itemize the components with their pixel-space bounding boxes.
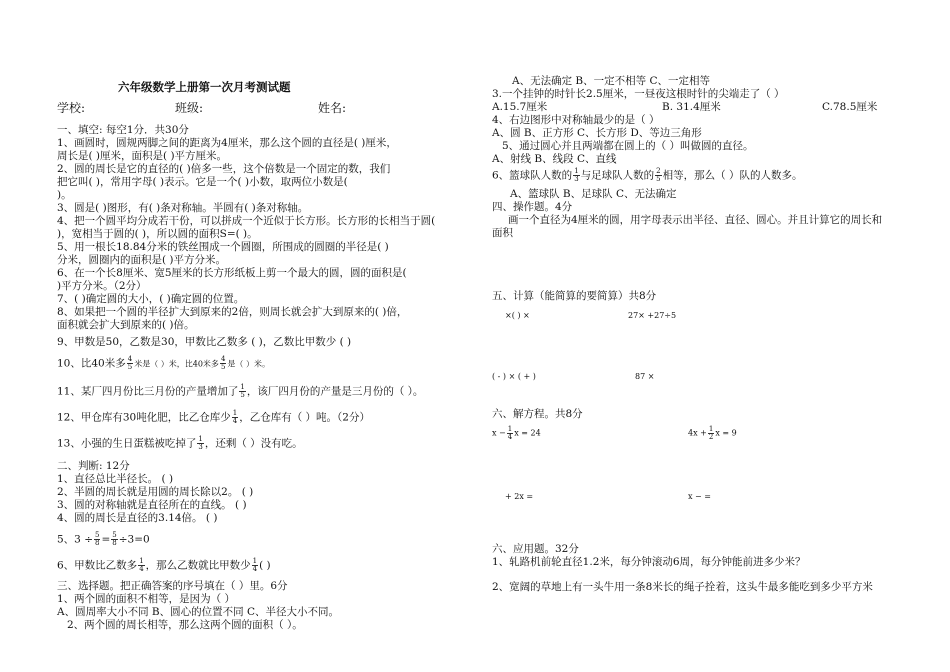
j5-fraction-2 xyxy=(111,532,117,547)
section-fill-blank-heading: 一、填空: 每空1分．共30分 xyxy=(57,124,189,136)
j6-fraction-2 xyxy=(252,558,258,573)
j5-text-mid: = xyxy=(101,533,111,546)
c6-frac1-num: 1 xyxy=(574,167,579,175)
question-1a: 1、画圆时，圆规两脚之间的距离为4厘米，那么这个圆的直径是( )厘米， xyxy=(57,137,397,149)
name-label: 姓名: xyxy=(318,101,347,115)
exam-title: 六年级数学上册第一次月考测试题 xyxy=(118,80,291,94)
question-2a: 2、圆的周长是它的直径的( )倍多一些，这个倍数是一个固定的数，我们 xyxy=(57,163,391,175)
q11-frac-num: 1 xyxy=(240,383,245,391)
choice-1-options: A、圆周率大小不同 B、圆心的位置不同 C、半径大小不同。 xyxy=(57,606,340,618)
q11-frac-den: 5 xyxy=(240,391,245,399)
c6-text-end: 相等，那么（ ）队的人数多。 xyxy=(662,169,803,182)
choice-6-options: A、篮球队 B、足球队 C、无法确定 xyxy=(510,188,677,200)
question-3: 3、圆是( )图形，有( )条对称轴。半圆有( )条对称轴。 xyxy=(57,202,309,214)
j5-fraction-1 xyxy=(94,532,100,547)
j5-text-end: ÷3=0 xyxy=(118,533,150,546)
question-13 xyxy=(57,436,303,451)
q13-fraction xyxy=(197,436,203,451)
choice-4: 4、右边图形中对称轴最少的是（ ） xyxy=(492,114,660,126)
eq2-frac-num: 1 xyxy=(708,425,714,433)
eq1-frac-den: 4 xyxy=(507,433,513,441)
q12-frac-den: 4 xyxy=(232,417,238,425)
j6-frac2-den: 4 xyxy=(252,565,258,573)
choice-3-option-c: C.78.5厘米 xyxy=(822,101,878,113)
question-4b: )，宽相当于圆的( )，所以圆的面积S=( )。 xyxy=(57,228,258,240)
question-7: 7、( )确定圆的大小，( )确定圆的位置。 xyxy=(57,293,245,305)
q10-text-mid: 米是（ ）米，比40米多 xyxy=(134,359,219,369)
section-judgment-heading: 二、判断: 12分 xyxy=(57,460,130,472)
question-5b: 分米，圆圈内的面积是( )平方分米。 xyxy=(57,254,227,266)
equation-1 xyxy=(492,426,541,441)
j6-text-end: ，那么乙数就比甲数少 xyxy=(145,559,251,572)
q11-text-end: ，该厂四月份的产量是三月份的（ ）。 xyxy=(246,385,424,398)
choice-5-options: A、射线 B、线段 C、直线 xyxy=(492,153,617,165)
q10-frac1-num: 4 xyxy=(127,355,133,363)
section-equation-heading: 六、解方程。共8分 xyxy=(492,408,583,420)
equation-2 xyxy=(688,426,737,441)
c6-text-mid: 与足球队人数的 xyxy=(580,169,655,182)
j5-frac2-den: 8 xyxy=(112,539,117,547)
question-12 xyxy=(57,410,370,425)
c6-fraction-2 xyxy=(655,168,661,183)
question-5a: 5、用一根长18.84分米的铁丝围成一个圆圈，所围成的圆圈的半径是( ) xyxy=(57,241,389,253)
question-9: 9、甲数是50，乙数是30，甲数比乙数多 ( )，乙数比甲数少 ( ) xyxy=(57,336,352,348)
question-1b: 周长是( )厘米，面积是( )平方厘米。 xyxy=(57,150,228,162)
question-10 xyxy=(57,356,270,371)
choice-3-option-b: B. 31.4厘米 xyxy=(662,101,721,113)
j6-frac1-num: 1 xyxy=(139,557,144,565)
q13-frac-den: 3 xyxy=(198,443,203,451)
calculation-4: 87 × xyxy=(635,372,655,381)
question-6a: 6、在一个长8厘米、宽5厘米的长方形纸板上剪一个最大的圆，圆的面积是( xyxy=(57,267,407,279)
q10-fraction-1 xyxy=(127,356,133,371)
eq2-text-end: x = 9 xyxy=(715,428,737,438)
question-2c: )。 xyxy=(57,189,72,201)
q10-frac2-num: 4 xyxy=(220,355,226,363)
judgment-2: 2、半圆的周长就是用圆的周长除以2。 ( ) xyxy=(57,486,254,498)
choice-4-options: A、圆 B、正方形 C、长方形 D、等边三角形 xyxy=(492,127,702,139)
school-label: 学校: xyxy=(57,101,86,115)
judgment-1: 1、直径总比半径长。 ( ) xyxy=(57,473,174,485)
operation-text-2: 面积 xyxy=(492,227,513,239)
q10-fraction-2 xyxy=(220,356,226,371)
choice-1: 1、两个圆的面积不相等，是因为（ ） xyxy=(57,593,236,605)
j6-frac1-den: 4 xyxy=(139,565,144,573)
eq1-text-pre: x − xyxy=(492,428,506,438)
calculation-2: 27× +27÷5 xyxy=(628,311,677,320)
q12-fraction xyxy=(232,410,238,425)
q12-text-pre: 12、甲仓库有30吨化肥，比乙仓库少 xyxy=(57,411,231,424)
j5-frac1-den: 8 xyxy=(95,539,100,547)
q11-text-pre: 11、某厂四月份比三月份的产量增加了 xyxy=(57,385,239,398)
j6-text-pre: 6、甲数比乙数多 xyxy=(57,559,138,572)
q10-frac2-den: 5 xyxy=(220,363,226,371)
question-11 xyxy=(57,384,423,399)
c6-frac2-den: 5 xyxy=(656,175,661,183)
question-2b: 把它叫( )，常用字母( )表示。它是一个( )小数，取两位小数是( xyxy=(57,176,348,188)
section-operation-heading: 四、操作题。4分 xyxy=(492,201,573,213)
j6-text-tail: ( ) xyxy=(259,559,271,572)
application-2: 2、宽阔的草地上有一头牛用一条8米长的绳子拴着，这头牛最多能吃到多少平方米 xyxy=(492,581,873,593)
q13-frac-num: 1 xyxy=(198,435,203,443)
c6-fraction-1 xyxy=(573,168,579,183)
eq1-fraction xyxy=(507,426,513,441)
j5-text-pre: 5、3 ÷ xyxy=(57,533,93,546)
question-4a: 4、把一个圆平均分成若干份，可以拼成一个近似于长方形。长方形的长相当于圆( xyxy=(57,215,436,227)
q13-text-pre: 13、小强的生日蛋糕被吃掉了 xyxy=(57,437,197,450)
calculation-3: ( - ) × ( + ) xyxy=(492,372,536,381)
judgment-3: 3、圆的对称轴就是直径所在的直线。 ( ) xyxy=(57,499,247,511)
class-label: 班级: xyxy=(175,101,204,115)
c6-frac2-num: 2 xyxy=(656,167,661,175)
equation-4: x − = xyxy=(688,492,712,501)
judgment-5 xyxy=(57,532,150,547)
equation-3: + 2x = xyxy=(505,492,534,501)
eq1-frac-num: 1 xyxy=(507,425,513,433)
operation-text-1: 画一个直径为4厘米的圆，用字母表示出半径、直径、圆心。并且计算它的周长和 xyxy=(508,214,883,226)
j5-frac1-num: 5 xyxy=(95,531,100,539)
application-1: 1、轧路机前轮直径1.2米，每分钟滚动6周，每分钟能前进多少米？ xyxy=(492,556,806,568)
section-choice-heading: 三、选择题。把正确答案的序号填在（ ）里。6分 xyxy=(57,580,288,592)
choice-5: 5、通过圆心并且两端都在圆上的（ ）叫做圆的直径。 xyxy=(502,140,754,152)
eq2-fraction xyxy=(708,426,714,441)
eq2-text-pre: 4x + xyxy=(688,428,707,438)
eq2-frac-den: 2 xyxy=(708,433,714,441)
q12-frac-num: 1 xyxy=(232,409,238,417)
judgment-6 xyxy=(57,558,271,573)
q10-frac1-den: 5 xyxy=(127,363,133,371)
choice-6 xyxy=(492,168,802,183)
j6-fraction-1 xyxy=(138,558,144,573)
eq1-text-end: x = 24 xyxy=(514,428,541,438)
q13-text-end: ，还剩（ ）没有吃。 xyxy=(204,437,303,450)
section-application-heading: 六、应用题。32分 xyxy=(492,543,579,555)
choice-2: 2、两个圆的周长相等，那么这两个圆的面积（ ）。 xyxy=(67,619,303,631)
q12-text-end: ，乙仓库有（ ）吨。（2分） xyxy=(239,411,370,424)
judgment-4: 4、圆的周长是直径的3.14倍。 ( ) xyxy=(57,512,218,524)
section-calculation-heading: 五、计算（能简算的要简算）共8分 xyxy=(492,290,657,302)
c6-text-pre: 6、篮球队人数的 xyxy=(492,169,573,182)
question-6b: )平方分米。（2分） xyxy=(57,280,147,292)
calculation-1: ×( ) × xyxy=(505,311,530,320)
j6-frac2-num: 1 xyxy=(252,557,258,565)
choice-3-option-a: A.15.7厘米 xyxy=(492,101,548,113)
choice-3: 3.一个挂钟的时针长2.5厘米，一昼夜这根时针的尖端走了（ ） xyxy=(492,88,785,100)
q11-fraction xyxy=(239,384,245,399)
j5-frac2-num: 5 xyxy=(112,531,117,539)
choice-2-options: A、无法确定 B、一定不相等 C、一定相等 xyxy=(512,75,711,87)
q10-text-end: 是（ ）米。 xyxy=(227,359,270,369)
question-8a: 8、如果把一个圆的半径扩大到原来的2倍，则周长就会扩大到原来的( )倍， xyxy=(57,306,408,318)
question-8b: 面积就会扩大到原来的( )倍。 xyxy=(57,319,195,331)
c6-frac1-den: 3 xyxy=(574,175,579,183)
q10-text-pre: 10、比40米多 xyxy=(57,357,126,370)
